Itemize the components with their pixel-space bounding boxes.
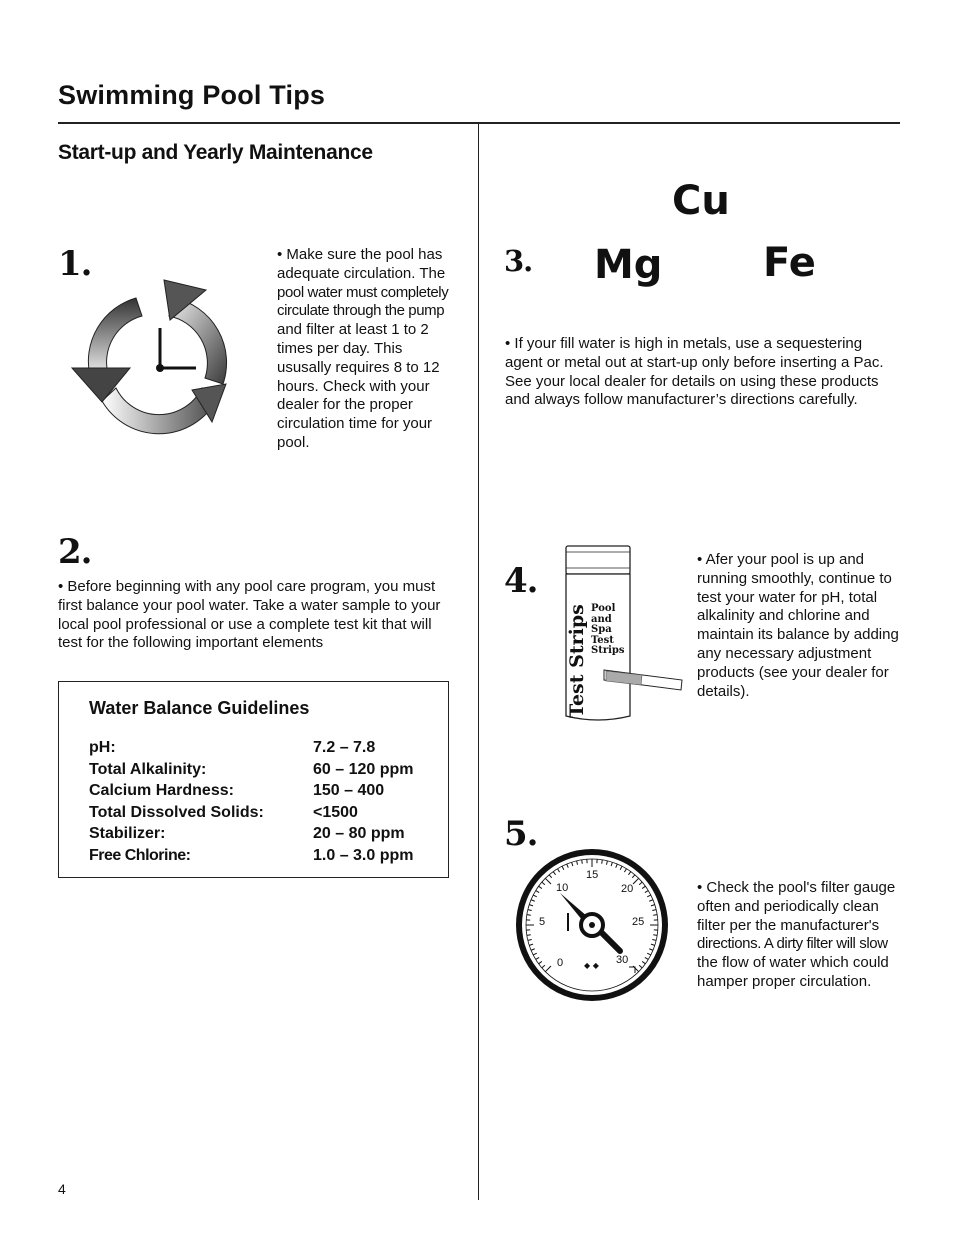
step-2-number: 2.	[58, 532, 92, 572]
step-3-text: • If your fill water is high in metals, use a sequestering agent or metal out at start-up only before inserting a Pac. See your local dealer for details on using these products and always follow manufacturer’s directions carefully.	[505, 335, 884, 409]
gauge-tick-label: 20	[621, 883, 634, 895]
step-5-number: 5.	[504, 814, 538, 854]
svg-text:◆ ◆: ◆ ◆	[584, 961, 599, 970]
page-number: 4	[58, 1181, 66, 1197]
gauge-tick-label: 5	[539, 916, 546, 928]
gauge-tick-mark	[602, 860, 603, 864]
gauge-tick-mark	[582, 860, 583, 864]
gauge-tick-label: 15	[586, 869, 599, 881]
section-title: Start-up and Yearly Maintenance	[58, 141, 373, 164]
water-balance-title: Water Balance Guidelines	[89, 698, 310, 718]
step-2-text: • Before beginning with any pool care program, you must first balance your pool water. Take a water sample to your local pool professional or use a complete test kit that will test for the following important elements	[58, 578, 441, 652]
page-title: Swimming Pool Tips	[58, 80, 326, 110]
header-rule	[58, 122, 900, 124]
metal-symbol-copper: Cu	[672, 178, 730, 224]
gauge-tick-mark	[527, 935, 531, 936]
circulation-clock-icon	[66, 276, 246, 442]
metal-symbol-iron: Fe	[763, 240, 816, 286]
gauge-tick-label: 0	[557, 957, 564, 969]
step-1-text: • Make sure the pool has adequate circulation. The pool water must completely circulate through the pump and filter at least 1 to 2 times per day. This ususally requires 8 to 12 hours. Check with your dealer for the proper circulation time for your pool.	[277, 246, 449, 451]
gauge-tick-mark	[653, 915, 657, 916]
step-3-number: 3.	[504, 244, 533, 278]
gauge-tick-mark	[653, 935, 657, 936]
step-1-number: 1.	[58, 244, 92, 284]
step-4-number: 4.	[504, 561, 538, 601]
gauge-tick-label: 25	[632, 916, 645, 928]
bottle-side-label: Test Strips	[566, 604, 588, 718]
gauge-tick-label: 30	[616, 954, 629, 966]
metal-symbol-magnesium: Mg	[594, 242, 663, 288]
step-5-text: • Check the pool's filter gauge often and periodically clean filter per the manufacturer's directions. A dirty filter will slow the flow of water which could hamper proper circulation.	[697, 879, 896, 990]
gauge-tick-mark	[527, 915, 531, 916]
gauge-tick-label: 10	[556, 882, 569, 894]
step-4-text: • Afer your pool is up and running smoothly, continue to test your water for pH, total alkalinity and chlorine and maintain its balance by adding any necessary adjustment products (see your dealer for details).	[697, 551, 899, 700]
bottle-label: Pool and Spa Test Strips	[591, 603, 625, 656]
water-balance-box: Water Balance Guidelines pH: 7.2 – 7.8 Total Alkalinity: 60 – 120 ppm Calcium Hardness: 150 – 400 Total Dissolved Solids: <1500 Stabilizer: 20 – 80 ppm Free Chlorine: 1.0 – 3.0 ppm	[58, 681, 449, 878]
column-divider	[478, 124, 479, 1200]
